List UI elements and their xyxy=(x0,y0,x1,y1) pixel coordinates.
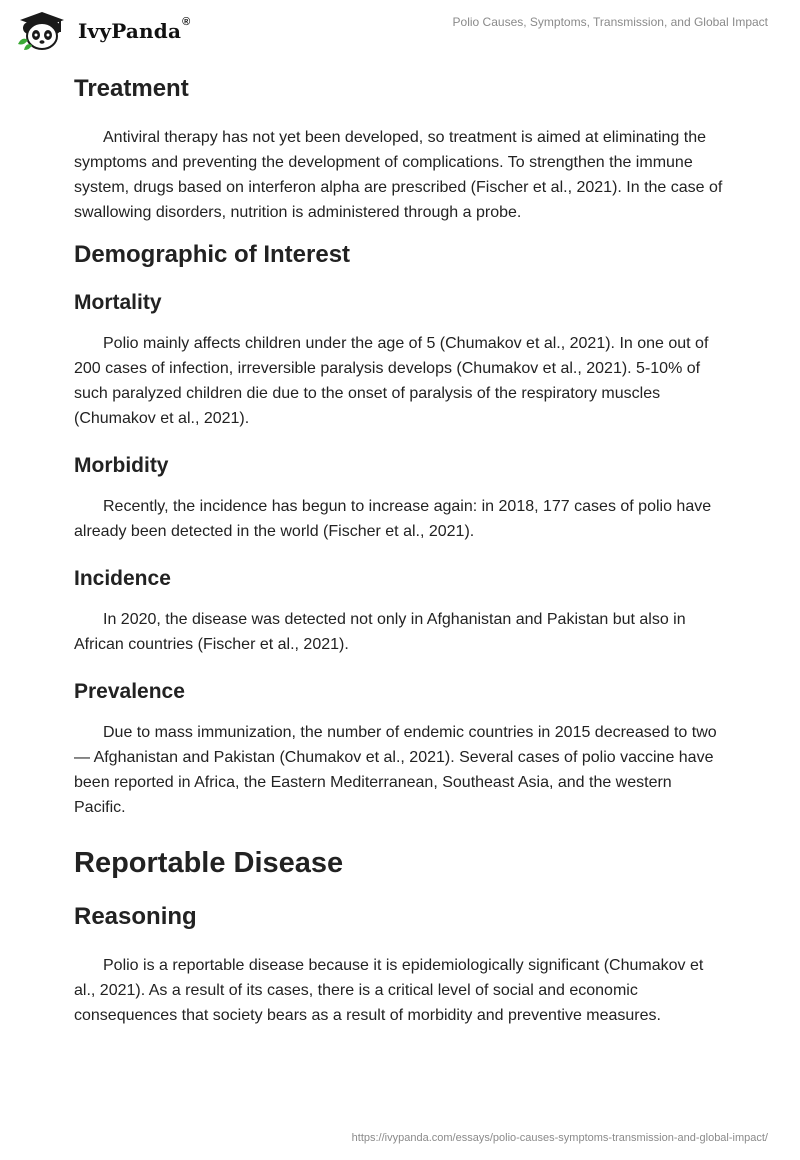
paragraph-reasoning: Polio is a reportable disease because it is epidemiologically significant (Chumakov et al., 2021). As a result of its cases, there is a critical level of social and economic consequences that society bears as a result of morbidity and preventive measures. xyxy=(74,957,704,1024)
page-header xyxy=(0,0,800,60)
heading-reasoning: Reasoning xyxy=(74,903,197,930)
panda-logo-icon[interactable] xyxy=(14,8,74,52)
paragraph-treatment: Antiviral therapy has not yet been developed, so treatment is aimed at eliminating the symptoms and preventing the development of complications. To strengthen the immune system, drugs based on interferon alpha are prescribed (Fischer et al., 2021). In the case of swallowing disorders, nutrition is administered through a probe. xyxy=(74,129,723,221)
heading-morbidity: Morbidity xyxy=(74,454,169,477)
logo-text[interactable]: IvyPanda® xyxy=(78,16,191,43)
heading-mortality: Mortality xyxy=(74,291,162,314)
heading-incidence: Incidence xyxy=(74,567,171,590)
heading-treatment: Treatment xyxy=(74,75,189,102)
paragraph-prevalence: Due to mass immunization, the number of endemic countries in 2015 decreased to two — Afghanistan and Pakistan (Chumakov et al., 2021). Several cases of polio vaccine have been reported in Africa, the Eastern Mediterranean, Southeast Asia, and the western Pacific. xyxy=(74,724,717,816)
paragraph-incidence: In 2020, the disease was detected not only in Afghanistan and Pakistan but also in African countries (Fischer et al., 2021). xyxy=(74,611,686,653)
heading-demographic: Demographic of Interest xyxy=(74,241,351,268)
heading-reportable-disease: Reportable Disease xyxy=(74,847,344,879)
paragraph-morbidity: Recently, the incidence has begun to increase again: in 2018, 177 cases of polio have already been detected in the world (Fischer et al., 2021). xyxy=(74,498,712,540)
footer-url-link[interactable]: https://ivypanda.com/essays/polio-causes-symptoms-transmission-and-global-impact/ xyxy=(351,1132,768,1144)
paragraph-mortality: Polio mainly affects children under the age of 5 (Chumakov et al., 2021). In one out of 200 cases of infection, irreversible paralysis develops (Chumakov et al., 2021). 5-10% of such paralyzed children die due to the onset of paralysis of the respiratory muscles (Chumakov et al., 2021). xyxy=(74,335,709,427)
essay-content xyxy=(74,70,724,1028)
document-title: Polio Causes, Symptoms, Transmission, and Global Impact xyxy=(452,15,768,29)
heading-prevalence: Prevalence xyxy=(74,680,185,703)
